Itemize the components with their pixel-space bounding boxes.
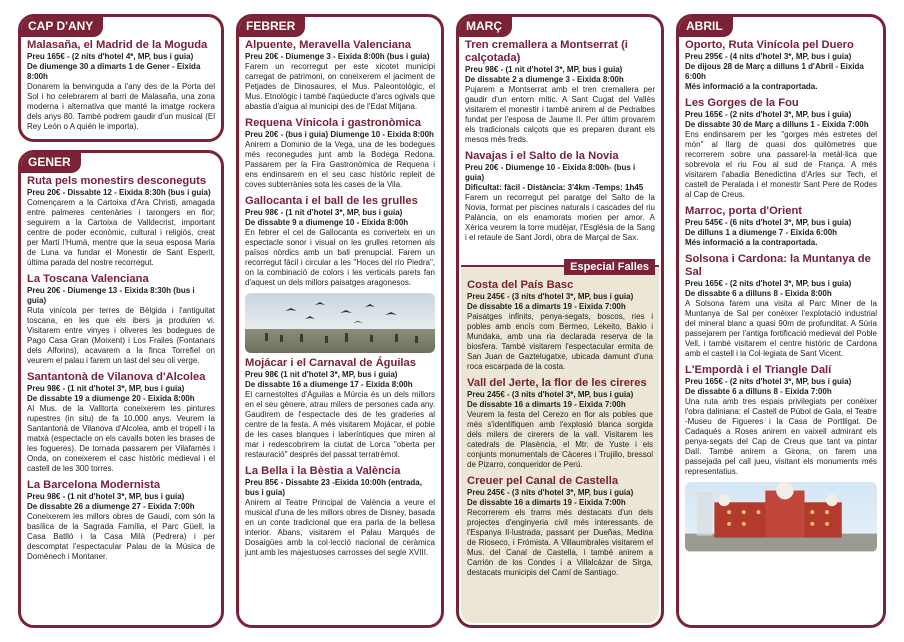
trip-article	[685, 39, 877, 92]
trip-dates: De dilluns 1 a diumenge 7 - Eixida 6:00h	[685, 228, 838, 237]
trip-article	[245, 117, 435, 190]
trip-price: Preu 20€ - Diumenge 3 - Eixida 8:00h (bus i guia)	[245, 52, 430, 61]
trip-title: Alpuente, Meravella Valenciana	[245, 39, 412, 51]
trip-price: Preu 245€ - (3 nits d'hotel 3*, MP, bus i guia)	[467, 390, 634, 399]
trip-article	[27, 175, 215, 268]
trip-price: Preu 98€ (1 nit d'hotel 3*, MP, bus i guia)	[245, 370, 398, 379]
trip-article	[245, 465, 435, 558]
trip-article	[27, 371, 215, 474]
trip-dates: De dissabte 6 a dilluns 8 - Eixida 7:00h	[685, 387, 832, 396]
section-abril	[676, 14, 886, 628]
trip-description: Farem un recorregut pel paratge del Salto de la Novia, format per piscines naturals i cascades del riu Palància, on els enamorats morien per amor. A Xèrica veurem la torre mudèjar, l'Església de la Sang i el retaule de Sant Jordi, obra de Marçal de Sax.	[465, 193, 655, 242]
section-tab: ABRIL	[678, 16, 733, 37]
trip-price: Preu 98€ - (1 nit d'hotel 3*, MP, bus i guia)	[245, 208, 403, 217]
trip-price: Preu 98€ - (1 nit d'hotel 3*, MP, bus i guia)	[27, 492, 185, 501]
dali-museum-photo	[685, 482, 877, 552]
trip-price: Preu 20€ - Diumenge 13 - Eixida 8:30h (bus i guia)	[27, 286, 195, 305]
trip-price: Preu 545€ - (6 nits d'hotel 3*, MP, bus i guia)	[685, 218, 852, 227]
trip-description: A Solsona farem una visita al Parc Miner de la Muntanya de Sal per conèixer l'explotació industrial del mineral blanc a quasi 90m de profunditat. A Súria passejarem per l'antiga fortificació medieval del Poble Vell, i també visitarem el centre històric de Cardona amb el castell i la Col·legiata de Sant Vicent.	[685, 299, 877, 358]
trip-article	[27, 273, 215, 366]
section-tab: MARÇ	[458, 16, 512, 37]
trip-article	[467, 279, 653, 372]
trip-title: La Toscana Valenciana	[27, 273, 149, 285]
trip-article	[245, 39, 435, 112]
trip-dates: De dissabte 9 a diumenge 10 - Eixida 8:00h	[245, 218, 409, 227]
trip-article	[685, 364, 877, 477]
trip-title: Oporto, Ruta Vinícola pel Duero	[685, 39, 854, 51]
trip-title: Gallocanta i el ball de les grulles	[245, 195, 418, 207]
trip-price: Preu 165€ - (2 nits d'hotel 3*, MP, bus i guia)	[685, 377, 852, 386]
trip-dates: De diumenge 30 a dimarts 1 de Gener - Eixida 8:00h	[27, 62, 201, 81]
trip-title: Marroc, porta d'Orient	[685, 205, 803, 217]
trip-article	[245, 195, 435, 288]
trip-price: Preu 98€ - (1 nit d'hotel 3*, MP, bus i guia)	[465, 65, 623, 74]
trip-price: Preu 165€ - (2 nits d'hotel 3*, MP, bus i guia)	[685, 110, 852, 119]
trip-price: Preu 20€ - (bus i guia) Diumenge 10 - Eixida 8:00h	[245, 130, 434, 139]
trip-article	[685, 205, 877, 248]
section-gener	[18, 150, 224, 628]
trip-description: Anirem al Teatre Principal de València a veure el musical d'una de les millors obres de Disney, basada en un conte tradicional que era parla de la bellesa interior. Abans, visitarem el Palau Marqués de Dosaigües amb la col·lecció nacional de ceràmica junt amb les majestuoses carrosses del segle XVIII.	[245, 498, 435, 557]
section-marc	[456, 14, 664, 628]
trip-dates: De dissabte 16 a dimarts 19 - Eixida 7:00h	[467, 302, 626, 311]
trip-title: La Barcelona Modernista	[27, 479, 161, 491]
dali-museum-illustration	[685, 482, 877, 552]
trip-dates: De dissabte 30 de Març a dilluns 1 - Eixida 7:00h	[685, 120, 869, 129]
trip-article	[465, 39, 655, 145]
trip-more-info: Més informació a la contraportada.	[685, 82, 818, 91]
trip-description: Paisatges infinits, penya-segats, boscos, ries i pobles amb encís com Bermeo, Lekeito, Bakio i Mundaka, amb una ria declarada reserva de la biosfera. També visitarem l'espectacular ermita de San Juan de Gaztelugatxe, ubicada damunt d'una roca escarpada de la costa.	[467, 312, 653, 371]
trip-description: Una ruta amb tres espais privilegiats per conèixer l'obra daliniana: el Castell de Púbol de Gala, el Teatre -Museu de Figueres i la Casa de Portlligat. De Cadaqués a Roses anirem en vaixell admirant els penya-segats del Cap de Creus que tant va pintar Dalí. També anirem a Girona, on farem una passejada pel call jueu, visitant els monuments més representatius.	[685, 397, 877, 476]
trip-title: Santantonà de Vilanova d'Alcolea	[27, 371, 206, 383]
trip-title: Solsona i Cardona: la Muntanya de Sal	[685, 253, 871, 278]
trip-price: Preu 295€ - (4 nits d'hotel 3*, MP, bus i guia)	[685, 52, 852, 61]
trip-description: En febrer el cel de Gallocanta es converteix en un espectacle sonor i visual on les grulles retornen als països nòrdics amb un ball prenupcial. Farem un recorregut fàcil i circular a les "Hoces del río Piedra", on la combinació de colors i les verticals parets fan d'aquest un dels millors paisatges aragonesos.	[245, 228, 435, 287]
trip-dates: Dificultat: fàcil - Distància: 3'4km -Temps: 1h45	[465, 183, 644, 192]
trip-dates: De dijous 28 de Març a dilluns 1 d'Abril - Eixida 6:00h	[685, 62, 864, 81]
cranes-photo	[245, 293, 435, 353]
trip-dates: De dissabte 16 a dimarts 19 - Eixida 7:00h	[467, 400, 626, 409]
trip-article	[27, 39, 215, 132]
section-febrer	[236, 14, 444, 628]
trip-dates: De dissabte 6 a dilluns 8 - Eixida 8:00h	[685, 289, 832, 298]
trip-description: Recorrerem els trams més destacats d'un dels projectes d'enginyeria civil més interessants de l'Espanya Il·lustrada, passant per Dueñas, Medina de Rioseco, i Frómista. A Villaumbrales visitarem el Mus. del Canal de Castella, i també anirem a Carrión de los Condes i a Villalcázar de Sirga, destacats municipis del Camí de Santiago.	[467, 508, 653, 577]
trip-title: La Bella i la Bèstia a València	[245, 465, 401, 477]
trip-price: Preu 165€ - (2 nits d'hotel 4*, MP, bus i guia)	[27, 52, 194, 61]
trip-price: Preu 98€ - (1 nit d'hotel 3*, MP, bus i guia)	[27, 384, 185, 393]
trip-description: Farem un recorregut per este xicotet municipi carregat de patrimoni, on coneixerem el jaciment de Petjades de Dinosaures, el Mus. Paleontològic, el Mus. Etnològic i també l'aqüeducte d'arcs ogivals que abastia d'aigua al municipi des de l'Edat Mitjana.	[245, 62, 435, 111]
trip-title: Creuer pel Canal de Castella	[467, 475, 619, 487]
trip-price: Preu 20€ - Dissabte 12 - Eixida 8:30h (bus i guia)	[27, 188, 211, 197]
trip-description: El carnestoltes d'Àguilas a Múrcia és un dels millors en el seu gènere, atrau milers de persones cada any. Gaudirem de l'espectacle des de les graderies al centre de la festa. A més visitarem Mojácar, el poble de les cases blanques i laberíntiques que miren al mar i redescobrirem la ciutat de Lorca "oberta per restauració" després del passat terratrèmol.	[245, 390, 435, 459]
trip-title: Les Gorges de la Fou	[685, 97, 799, 109]
trip-article	[685, 253, 877, 359]
trip-description: Ruta vinícola per terres de Bèlgida i l'antiguitat toscana, en les que els ibers ja produïen vi. Visitarem entre vinyes i oliveres les bodegues de Pago Casa Gran (Moixent) i Los Frailes (Fontanars dels Alforins), acavarem a la finca Torrefiel on veurem el palau i farem un tast del seu oli verge.	[27, 306, 215, 365]
especial-falles-box	[461, 261, 659, 623]
trip-dates: De dissabte 2 a diumenge 3 - Eixida 8:00h	[465, 75, 624, 84]
trip-article	[465, 150, 655, 243]
trip-title: Mojácar i el Carnaval de Águilas	[245, 357, 416, 369]
trip-more-info: Més informació a la contraportada.	[685, 238, 818, 247]
trip-dates: De dissabte 16 a diumenge 17 - Eixida 8:00h	[245, 380, 413, 389]
trip-description: Veurem la festa del Cerezo en flor als pobles que més s'identifiquen amb l'explosió blanca sorgida dels milers de cirerers de la vall. Visitarem les catedrals de Plasència, el Mtr. de Yuste i els conjunts monumentals de Càceres i Trujillo, bressol de Pizarro, conqueridor de Perú.	[467, 410, 653, 469]
trip-title: Navajas i el Salto de la Novia	[465, 150, 619, 162]
trip-price: Preu 85€ - Dissabte 23 -Eixida 10:00h (entrada, bus i guia)	[245, 478, 422, 497]
trip-article	[27, 479, 215, 562]
trip-price: Preu 165€ - (2 nits d'hotel 3*, MP, bus i guia)	[685, 279, 852, 288]
trip-title: Costa del País Basc	[467, 279, 574, 291]
trip-title: Ruta pels monestirs desconeguts	[27, 175, 207, 187]
trip-price: Preu 245€ - (3 nits d'hotel 3*, MP, bus i guia)	[467, 488, 634, 497]
section-cap-dany	[18, 14, 224, 142]
section-tab: GENER	[20, 152, 81, 173]
cranes-illustration	[245, 293, 435, 353]
trip-article	[685, 97, 877, 200]
trip-price: Preu 20€ - Diumenge 10 - Eixida 8:00h- (bus i guia)	[465, 163, 636, 182]
trip-description: Començarem a la Cartoixa d'Ara Christi, amagada entre palmeres centenàries i tarongers en flor; seguirem a la Cartoixa de Valldecrist, important centre de poder econòmic, cultural i religiós, creat per Martí l'Humà, mentre que la seua esposa Maria de Luna va fundar el Monestir de Sant Esperit, última parada del nostre recorregut.	[27, 198, 215, 267]
trip-description: Ens endinsarem per les "gorges més estretes del món" al llarg de quasi dos quilòmetres que recorrerem sobre una passarel·la metàl·lica que sobrevola el riu Fou al sud de França. A més visitarem l'abadia Benedictina d'Arles sur Tech, el castell de Peralada i el monestir Sant Pere de Rodes al Cap de Creus.	[685, 130, 877, 199]
section-tab: CAP D'ANY	[20, 16, 103, 37]
trip-title: Requena Vínicola i gastronòmica	[245, 117, 421, 129]
trip-dates: De dissabte 26 a diumenge 27 - Eixida 7:00h	[27, 502, 195, 511]
trip-article	[245, 357, 435, 460]
trip-description: Anirem a Dominio de la Vega, una de les bodegues més reconegudes junt amb la Bodega Redona. Passarem per la Fira Gastronòmica de Requena i ens endinsarem en el seu casc històric repleit de coves subterrànies sota les cases de la Vila.	[245, 140, 435, 189]
especial-falles-badge: Especial Falles	[564, 259, 655, 275]
trip-title: Vall del Jerte, la flor de les cireres	[467, 377, 647, 389]
trip-title: Malasaña, el Madrid de la Moguda	[27, 39, 208, 51]
trip-title: L'Empordà i el Triangle Dalí	[685, 364, 832, 376]
trip-article	[467, 377, 653, 470]
trip-title: Tren cremallera a Montserrat (i calçotada)	[465, 39, 628, 64]
trip-description: Coneixerem les millors obres de Gaudí, com són la basílica de la Sagrada Família, el Parc Güell, la Casa Batlló i la Casa Milà (Pedrera) i per descomptat l'espectacular Palau de la Música de Domènech i Montaner.	[27, 512, 215, 561]
trip-dates: De dissabte 19 a diumenge 20 - Eixida 8:00h	[27, 394, 195, 403]
trip-description: Pujarem a Montserrat amb el tren cremallera per gaudir d'un entorn mític. A Sant Cugat del Vallès visitarem el monestir i també anirem al de Pedralbes fundat per l'esposa de Jaume II. Per últim provarem els tradicionals calçots que es preparen durant els mesos més freds.	[465, 85, 655, 144]
section-tab: FEBRER	[238, 16, 305, 37]
trip-article	[467, 475, 653, 578]
trip-dates: De dissabte 16 a dimarts 19 - Eixida 7:00h	[467, 498, 626, 507]
trip-price: Preu 245€ - (3 nits d'hotel 3*, MP, bus i guia)	[467, 292, 634, 301]
trip-description: Al Mus. de la Valltorta coneixerem les pintures rupestres (in situ) de fa 10.000 anys. Veurem la Santantonà de Vilanova d'Alcolea, amb el tropell i la matxà (espectacle on els cavalls boten les brases de les fogueres). De tornada passarem per Vilafamés i Onda, on coneixerem el casc històric medieval i el castell de les 300 torres.	[27, 404, 215, 473]
trip-description: Donarem la benvinguda a l'any des de la Porta del Sol i ho celebrarem al barri de Malasaña, una zona moderna i alternativa que manté la imatge rockera dels anys 80. També podrem gaudir d'un musical (El Rey León o A quién le importa).	[27, 82, 215, 131]
